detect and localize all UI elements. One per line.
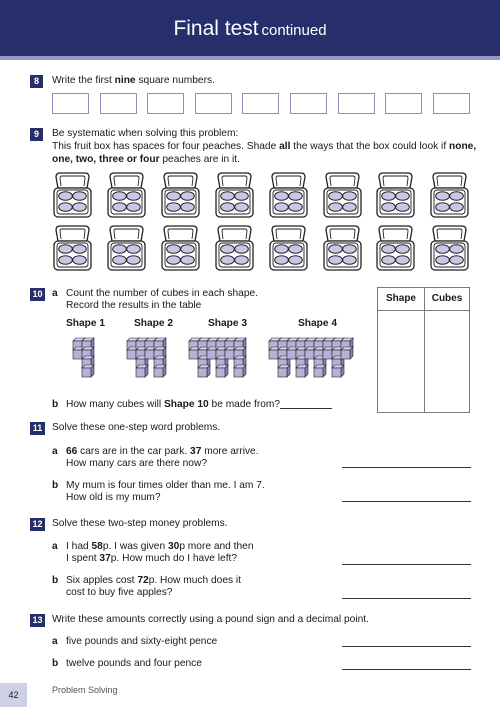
q11-a-line1: 66 cars are in the car park. 37 more arrive. <box>66 446 259 457</box>
q10-a-label: a <box>52 288 58 299</box>
footer-text: Problem Solving <box>52 685 118 695</box>
square-number-answer-box[interactable] <box>195 93 232 114</box>
q13-b-text: twelve pounds and four pence <box>66 658 202 669</box>
fruit-box[interactable] <box>429 171 470 219</box>
square-number-answer-box[interactable] <box>290 93 327 114</box>
fruit-box[interactable] <box>160 171 201 219</box>
square-number-answer-box[interactable] <box>100 93 137 114</box>
square-number-answer-box[interactable] <box>147 93 184 114</box>
q10-b-text: How many cubes will Shape 10 be made from? <box>66 399 281 410</box>
title-main: Final test <box>173 17 259 40</box>
shape-3-label: Shape 3 <box>208 318 248 329</box>
q11-a-line2: How many cars are there now? <box>66 458 207 469</box>
fruit-box[interactable] <box>214 171 255 219</box>
shape-3-cubes <box>188 336 260 380</box>
fruit-box[interactable] <box>322 171 363 219</box>
table-header-shape: Shape <box>385 293 416 304</box>
title-sub: continued <box>261 22 327 39</box>
square-number-answer-box[interactable] <box>433 93 470 114</box>
header-strip <box>0 56 500 60</box>
question-number-13: 13 <box>30 614 45 627</box>
q11-b-line1: My mum is four times older than me. I am 7. <box>66 480 265 491</box>
question-number-11: 11 <box>30 422 45 435</box>
fruit-box[interactable] <box>106 224 147 272</box>
fruit-box[interactable] <box>52 224 93 272</box>
q11-b-answer-line[interactable] <box>342 501 471 502</box>
fruit-box[interactable] <box>429 224 470 272</box>
q11-intro: Solve these one-step word problems. <box>52 422 221 433</box>
page-title <box>0 17 500 41</box>
q9-line1: Be systematic when solving this problem: <box>52 128 239 139</box>
square-number-answer-box[interactable] <box>52 93 89 114</box>
fruit-box[interactable] <box>268 171 309 219</box>
q12-b-label: b <box>52 575 59 586</box>
table-column-divider <box>424 288 425 412</box>
fruit-box[interactable] <box>375 224 416 272</box>
q13-b-answer-line[interactable] <box>342 669 471 670</box>
question-number-12: 12 <box>30 518 45 531</box>
fruit-box[interactable] <box>322 224 363 272</box>
page-number: 42 <box>0 683 27 707</box>
q11-b-line2: How old is my mum? <box>66 492 161 503</box>
shape-2-cubes <box>126 336 178 380</box>
q13-a-label: a <box>52 636 58 647</box>
q9-line2: This fruit box has spaces for four peaches. Shade all the ways that the box could look if none, <box>52 141 477 152</box>
table-header-cubes: Cubes <box>431 293 463 304</box>
q8-text: Write the first nine square numbers. <box>52 75 215 86</box>
square-number-answer-box[interactable] <box>242 93 279 114</box>
fruit-box[interactable] <box>106 171 147 219</box>
q12-a-answer-line[interactable] <box>342 564 471 565</box>
q12-b-line1: Six apples cost 72p. How much does it <box>66 575 241 586</box>
q12-a-label: a <box>52 541 58 552</box>
q10-a-line2: Record the results in the table <box>66 300 202 311</box>
q12-a-line1: I had 58p. I was given 30p more and then <box>66 541 254 552</box>
q11-b-label: b <box>52 480 59 491</box>
shape-1-label: Shape 1 <box>66 318 106 329</box>
q12-b-line2: cost to buy five apples? <box>66 587 173 598</box>
q11-a-answer-line[interactable] <box>342 467 471 468</box>
shape-2-label: Shape 2 <box>134 318 174 329</box>
shape-cubes-table <box>377 287 470 413</box>
q13-a-text: five pounds and sixty-eight pence <box>66 636 218 647</box>
q9-line3: one, two, three or four peaches are in it. <box>52 154 240 165</box>
shape-4-label: Shape 4 <box>298 318 338 329</box>
fruit-box[interactable] <box>375 171 416 219</box>
fruit-box[interactable] <box>214 224 255 272</box>
question-number-10: 10 <box>30 288 45 301</box>
q12-intro: Solve these two-step money problems. <box>52 518 228 529</box>
fruit-box[interactable] <box>160 224 201 272</box>
shape-4-cubes <box>268 336 364 380</box>
square-number-answer-box[interactable] <box>338 93 375 114</box>
shape-1-cubes <box>72 336 104 380</box>
q10-a-line1: Count the number of cubes in each shape. <box>66 288 258 299</box>
q10-b-answer-line[interactable] <box>280 408 332 409</box>
q11-a-label: a <box>52 446 58 457</box>
q13-intro: Write these amounts correctly using a pound sign and a decimal point. <box>52 614 369 625</box>
question-number-9: 9 <box>30 128 43 141</box>
square-number-answer-box[interactable] <box>385 93 422 114</box>
q13-a-answer-line[interactable] <box>342 646 471 647</box>
fruit-box[interactable] <box>268 224 309 272</box>
q13-b-label: b <box>52 658 59 669</box>
question-number-8: 8 <box>30 75 43 88</box>
q12-a-line2: I spent 37p. How much do I have left? <box>66 553 238 564</box>
fruit-box[interactable] <box>52 171 93 219</box>
q12-b-answer-line[interactable] <box>342 598 471 599</box>
q10-b-label: b <box>52 399 59 410</box>
